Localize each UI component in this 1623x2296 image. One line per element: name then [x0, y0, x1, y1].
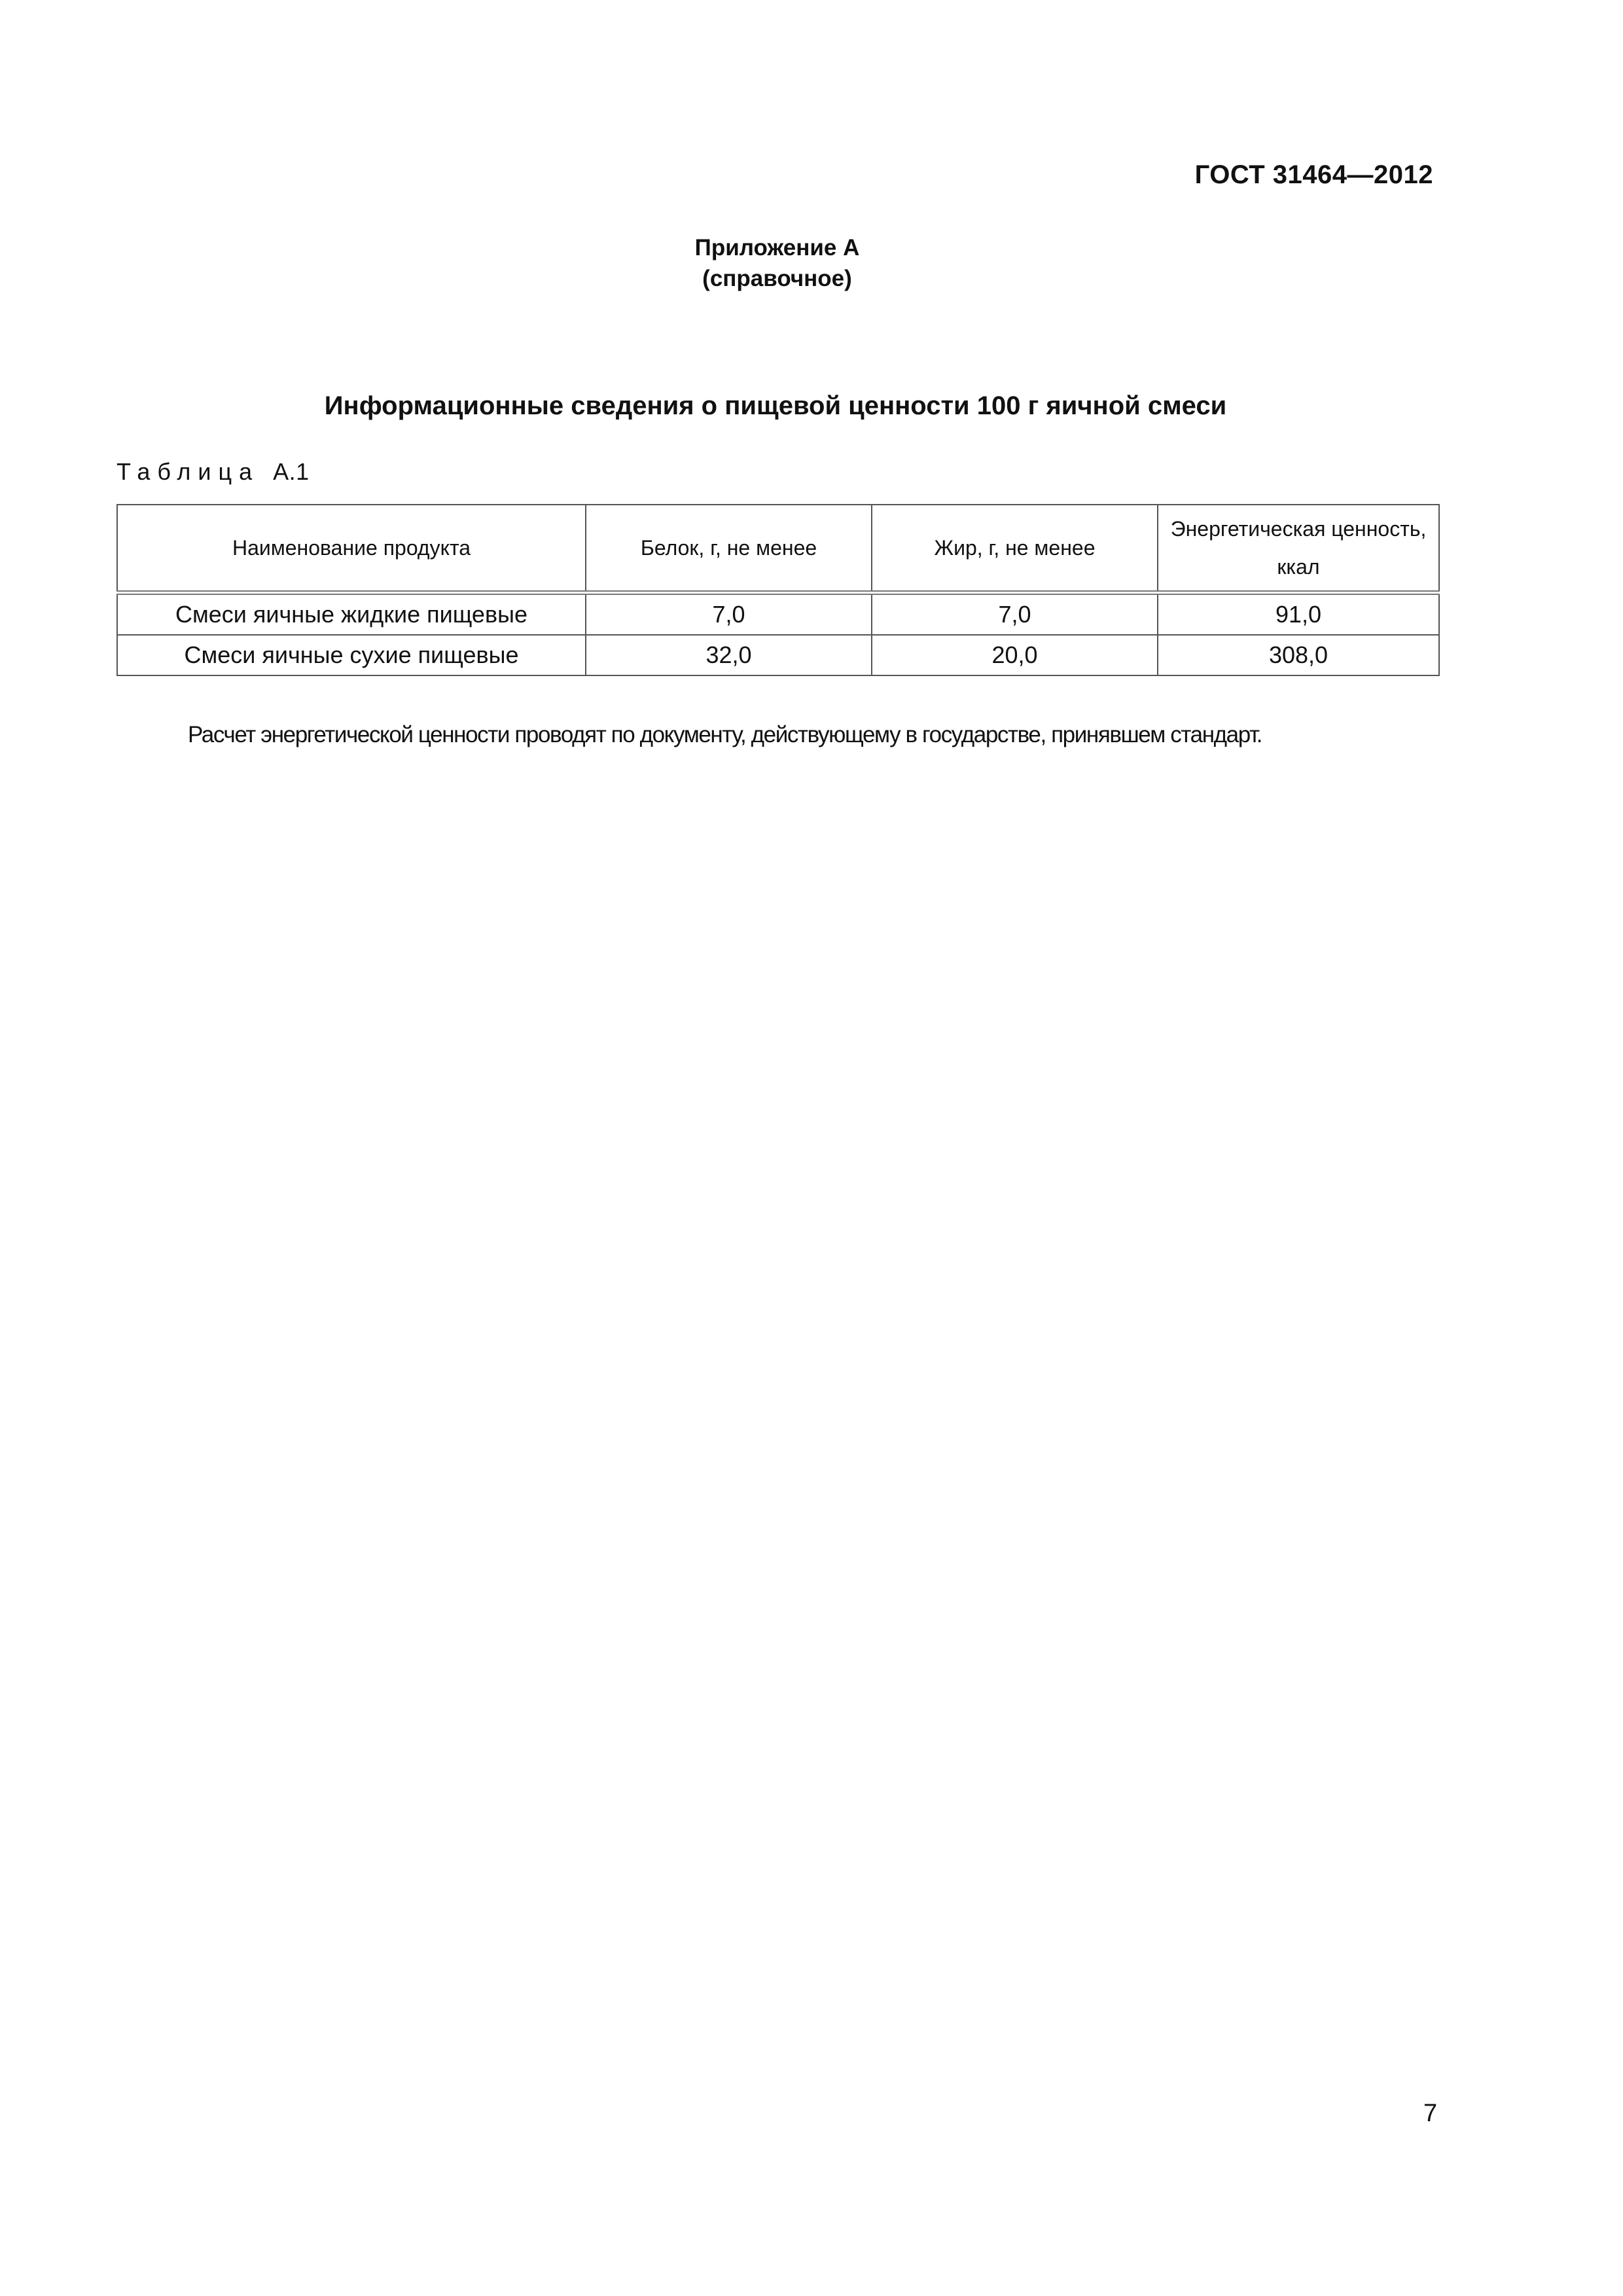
cell-energy: 308,0 — [1158, 635, 1439, 675]
table-caption-word: Таблица — [116, 458, 260, 485]
column-header-product: Наименование продукта — [117, 505, 586, 593]
cell-product: Смеси яичные сухие пищевые — [117, 635, 586, 675]
cell-product: Смеси яичные жидкие пищевые — [117, 593, 586, 636]
column-header-fat: Жир, г, не менее — [872, 505, 1158, 593]
document-code: ГОСТ 31464—2012 — [1194, 160, 1433, 189]
table-caption-number: А.1 — [273, 458, 310, 485]
column-header-energy: Энергетическая ценность, ккал — [1158, 505, 1439, 593]
appendix-status: (справочное) — [702, 266, 852, 291]
table-row — [117, 635, 1439, 675]
calculation-note: Расчет энергетической ценности проводят по документу, действующему в государстве, принявшем стандарт. — [188, 722, 1262, 747]
cell-energy: 91,0 — [1158, 593, 1439, 636]
nutrition-table — [116, 504, 1440, 676]
cell-protein: 32,0 — [586, 635, 872, 675]
column-header-protein: Белок, г, не менее — [586, 505, 872, 593]
section-title: Информационные сведения о пищевой ценности 100 г яичной смеси — [324, 391, 1227, 420]
cell-fat: 7,0 — [872, 593, 1158, 636]
table-header-row — [117, 505, 1439, 593]
appendix-heading — [0, 232, 1554, 294]
cell-protein: 7,0 — [586, 593, 872, 636]
cell-fat: 20,0 — [872, 635, 1158, 675]
table-caption — [116, 458, 310, 486]
page-number: 7 — [1423, 2100, 1438, 2127]
appendix-title: Приложение А — [694, 235, 860, 260]
table-row — [117, 593, 1439, 636]
